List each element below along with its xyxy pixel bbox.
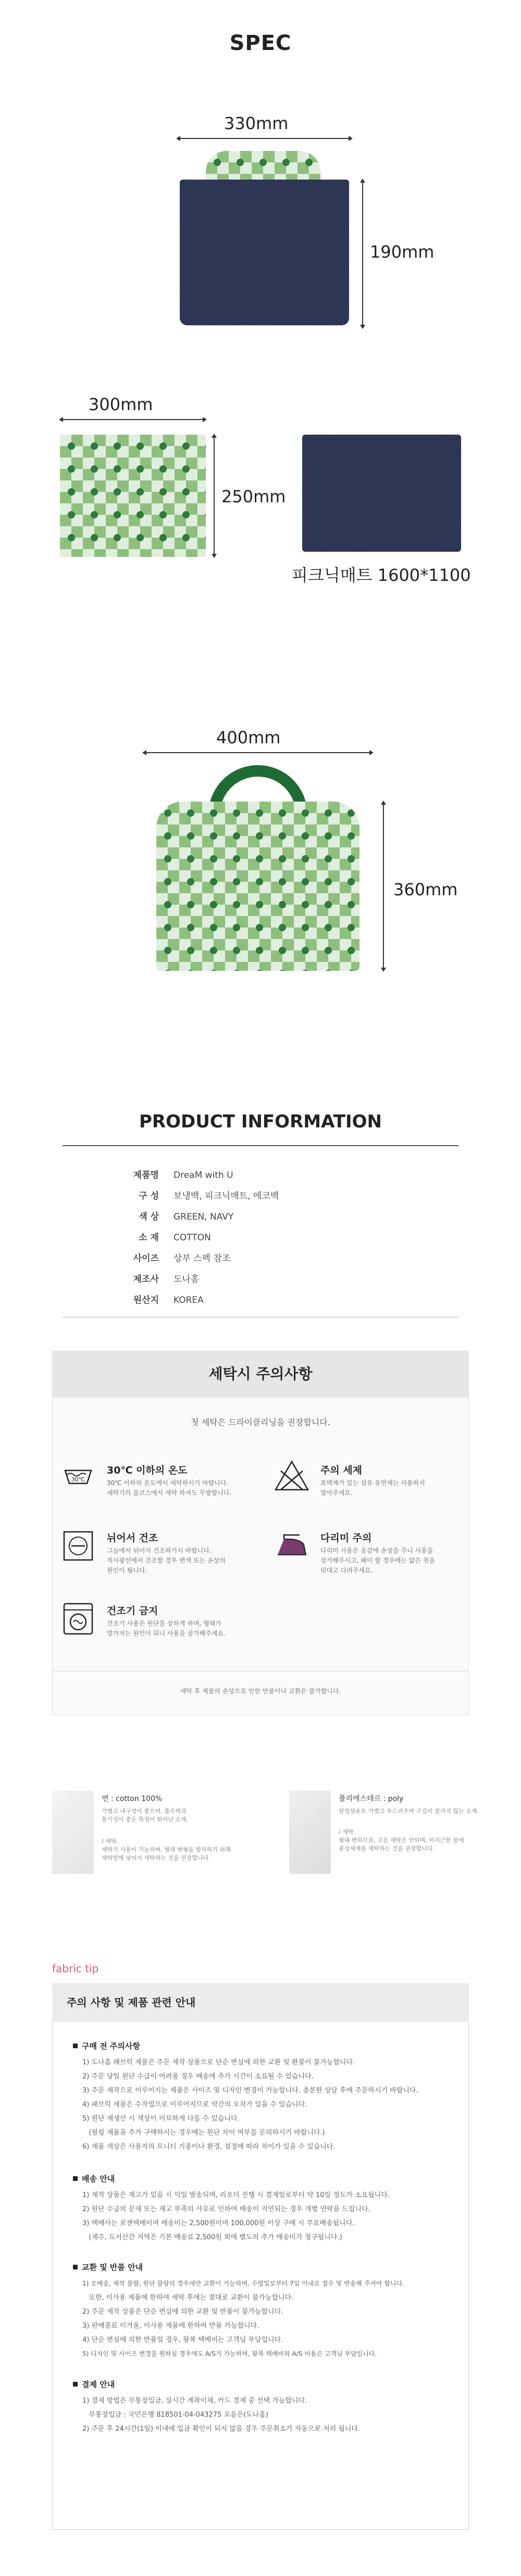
wash-item-body: 표백제가 있는 섬유 유연제는 사용하지 말아주세요.: [320, 1479, 425, 1496]
tips-title: 주의 사항 및 제품 관련 안내: [52, 1983, 469, 2022]
bullet-icon: [73, 2382, 78, 2387]
eco-height-label: 360mm: [393, 880, 458, 899]
wash-item-title: 다리미 주의: [320, 1532, 372, 1544]
wash-item-body: 다리미 사용은 옷감에 손상을 주니 사용을 삼가해주시고, 왜이 할 경우에는 얇은 천을 덧대고 다려주세요.: [320, 1547, 435, 1574]
pouch-width-arrow: [60, 419, 206, 420]
product-info-row: 소 재 COTTON: [139, 1233, 211, 1243]
product-info-row: 사이즈 상부 스펙 참조: [133, 1253, 231, 1264]
product-info-title: PRODUCT INFORMATION: [139, 1111, 382, 1132]
pouch-height-arrow: [214, 435, 215, 557]
tips-section-returns: 교환 및 반품 안내 1) 오배송, 제작 불량, 원단 불량의 경우에만 교환이 가능하며, 수령일로부터 7일 이내로 접수 및 반송해 주셔야 합니다. 또한, 이사용 제품에 한하여 세탁 후에는 절대로 교환이 불가능합니다. 2) 주문 제작 상품은 단순 변심에 의한 교환 및 반품이 불가능합니다. 3) 판매종료 이겨울, 이사용 제품에 한하여 반품 가능합니다. 4) 단순 변심에 의한 반품일 경우, 왕복 택배비는 고객님 부담입니다. 5) 디자인 및 사이즈 변경을 원하실 경우에도 A/S가 가능하며, 왕복 택배비와 A/S 비용은 고객님 부담입니다.: [73, 2262, 458, 2361]
wash-item-body: 그늘에서 뉘어서 건조하기시 바랍니다. 직사광선에서 건조할 경우 변색 또는 손상의 원인이 됩니다.: [107, 1547, 226, 1574]
cooler-bag-image: [180, 151, 349, 328]
polyester-wash: / 세탁. 형태 변하므로, 고온 세탁은 안되며, 미지근한 물에 중성세제를 세탁하는 것을 권장합니다.: [339, 1829, 464, 1852]
tip-line: 2) 주문 후 24시간(1일) 이내에 입금 확인이 되지 않을 경우 주문취소가 자동으로 처리 됩니다.: [82, 2425, 361, 2433]
no-bleach-icon: [274, 1457, 310, 1494]
wash-title: 세탁시 주의사항: [52, 1351, 469, 1398]
product-info-row: 제품명 DreaM with U: [133, 1170, 233, 1181]
eco-width-arrow: [143, 752, 373, 753]
product-info-row: 제조사 도나홈: [133, 1274, 200, 1285]
eco-height-arrow: [383, 802, 384, 971]
dry-flat-icon: [60, 1528, 96, 1564]
bag-width-label: 330mm: [224, 113, 289, 133]
svg-text:30℃: 30℃: [71, 1476, 85, 1483]
pouch-width-label: 300mm: [89, 395, 153, 414]
wash-subtitle: 첫 세탁은 드라이클리닝을 권장합니다.: [191, 1417, 330, 1427]
wash-footer: 세탁 후 제품의 손상으로 인한 반품이나 교환은 불가합니다.: [180, 1687, 341, 1695]
tips-section-delivery: 배송 안내 1) 제작 상품은 재고가 있을 시 익일 발송되며, 리오더 진행 시 결제일로부터 약 10일 정도가 소요됩니다. 2) 원단 수급의 문제 또는 재고 부족의 사유로 인하여 배송이 지연되는 경우 개별 연락을 드립니다. 3) 택배사는 로젠택배이며 배송비는 2,500원이며 100,000원 이상 구매 시 무료배송됩니다. (제주, 도서산간 지역은 기본 배송료 2,500원 외에 별도의 추가 배송비가 청구됩니다.): [73, 2173, 458, 2244]
tip-line: 5) 디자인 및 사이즈 변경을 원하실 경우에도 A/S가 가능하며, 왕복 택배비와 A/S 비용은 고객님 부담입니다.: [82, 2350, 377, 2357]
eco-bag-image: [146, 765, 370, 971]
wash-item-title: 뉘어서 건조: [107, 1532, 158, 1544]
picnic-mat-label: 피크닉매트 1600*1100: [292, 565, 471, 585]
tip-line: 5) 원단 재생산 시 색상이 미묘하게 다를 수 있습니다.: [82, 2115, 240, 2123]
wash-item-body: 건조기 사용은 원단을 상하게 하며, 형태가 망가지는 원인이 되니 사용을 삼가해주세요.: [107, 1620, 226, 1637]
wash-item-title: 건조기 금지: [107, 1605, 158, 1617]
pouch-image: [60, 435, 206, 557]
wash-item-title: 30℃ 이하의 온도: [107, 1465, 188, 1476]
cotton-label: 면 : cotton 100%: [102, 1795, 163, 1803]
tip-line: 3) 주문 제작으로 이루어지는 제품은 사이즈 및 디자인 변경이 가능합니다. 충분한 상담 후에 주문하시기 바랍니다.: [82, 2087, 418, 2095]
tip-line: 3) 판매종료 이겨울, 이사용 제품에 한하여 반품 가능합니다.: [82, 2322, 259, 2330]
tip-line: 2) 주문 당일 원단 수급이 어려울 경우 배송에 추가 시간이 소요될 수 있습니다.: [82, 2073, 314, 2080]
bullet-icon: [73, 2044, 78, 2048]
iron-caution-icon: [274, 1528, 310, 1564]
tip-line: 6) 제품 색상은 사용자의 모니터 기종이나 환경, 설정에 따라 차이가 있을 수 있습니다.: [82, 2143, 336, 2151]
tip-line: 1) 제작 상품은 재고가 있을 시 익일 발송되며, 리오더 진행 시 결제일로부터 약 10일 정도가 소요됩니다.: [82, 2191, 390, 2199]
tip-line: 무통장입금 : 국민은행 818501-04-043275 오음은(도나홈): [82, 2411, 268, 2419]
tips-section-purchase: 구매 전 주의사항 1) 도나홈 패브릭 제품은 주문 제작 상품으로 단순 변심에 의한 교환 및 환불이 불가능합니다. 2) 주문 당일 원단 수급이 어려울 경우 배송에 추가 시간이 소요될 수 있습니다. 3) 주문 제작으로 이루어지는 제품은 사이즈 및 디자인 변경이 가능합니다. 충분한 상담 후에 주문하시기 바랍니다. 4) 패브릭 제품은 수작업으로 이루어지므로 약간의 오차가 있을 수 있습니다. 5) 원단 재생산 시 색상이 미묘하게 다를 수 있습니다. (필링 제품을 추가 구매하시는 경우에는 원단 차이 여부를 문의하시기 바랍니다.) 6) 제품 색상은 사용자의 모니터 기종이나 환경, 설정에 따라 차이가 있을 수 있습니다.: [73, 2040, 458, 2154]
cotton-desc: 가볍고 내구성이 좋으며, 흡수력과 통기성이 좋은 특징이 뛰어난 소재.: [102, 1808, 189, 1823]
polyester-swatch: [289, 1791, 331, 1874]
spec-title: SPEC: [229, 31, 292, 55]
cotton-swatch: [52, 1791, 94, 1874]
polyester-desc: 탄성섬유로 가볍고 부드러우며 구김이 잘가지 않는 소재.: [339, 1808, 479, 1814]
bag-height-label: 190mm: [370, 242, 435, 262]
polyester-label: 폴리에스테르 : poly: [339, 1795, 404, 1803]
product-info-row: 색 상 GREEN, NAVY: [139, 1212, 234, 1222]
tip-line: (필링 제품을 추가 구매하시는 경우에는 원단 차이 여부를 문의하시기 바랍니다.): [82, 2129, 325, 2137]
pouch-height-label: 250mm: [221, 487, 286, 506]
eco-width-label: 400mm: [216, 728, 281, 747]
tip-line: (제주, 도서산간 지역은 기본 배송료 2,500원 외에 별도의 추가 배송비가 청구됩니다.): [82, 2234, 342, 2241]
tip-line: 4) 패브릭 제품은 수작업으로 이루어지므로 약간의 오차가 있을 수 있습니다.: [82, 2101, 307, 2109]
tip-line: 1) 도나홈 패브릭 제품은 주문 제작 상품으로 단순 변심에 의한 교환 및 환불이 불가능합니다.: [82, 2059, 355, 2066]
cotton-wash: / 세탁. 세탁기 사용이 가능하며, 형태 변형을 방지하기 위해 세탁망에 넣어서 세탁하는 것을 권장합니다.: [102, 1838, 231, 1861]
tip-line: 2) 주문 제작 상품은 단순 변심에 의한 교환 및 반품이 불가능합니다.: [82, 2308, 283, 2316]
tips-section-payment: 결제 안내 1) 결제 방법은 무통장입금, 실시간 계좌이체, 카드 결제 중 선택 가능합니다. 무통장입금 : 국민은행 818501-04-043275 오음은(도나홈) 2) 주문 후 24시간(1일) 이내에 입금 확인이 되지 않을 경우 주문취소가 자동으로 처리 됩니다.: [73, 2379, 458, 2436]
fabric-tip-label: fabric tip: [52, 1962, 99, 1975]
wash-item-body: 30℃ 이하의 온도에서 세탁하시기 바랍니다. 세탁기의 울코스에서 세탁 하셔도 무방합니다.: [107, 1479, 232, 1496]
no-dryer-icon: [60, 1601, 96, 1637]
tip-line: 3) 택배사는 로젠택배이며 배송비는 2,500원이며 100,000원 이상 구매 시 무료배송됩니다.: [82, 2219, 355, 2227]
picnic-mat-image: [302, 435, 461, 552]
tip-line: 4) 단순 변심에 의한 반품일 경우, 왕복 택배비는 고객님 부담입니다.: [82, 2336, 283, 2344]
water-temperature-icon: [60, 1457, 96, 1494]
product-info-divider-top: [63, 1145, 458, 1146]
tip-line: 1) 결제 방법은 무통장입금, 실시간 계좌이체, 카드 결제 중 선택 가능합니다.: [82, 2397, 307, 2405]
bag-height-arrow: [362, 180, 363, 328]
product-info-row: 구 성 보냉백, 피크닉매트, 에코백: [139, 1191, 279, 1201]
product-info-row: 원산지 KOREA: [133, 1295, 204, 1305]
bullet-icon: [73, 2176, 78, 2181]
bag-width-arrow: [177, 138, 352, 139]
bullet-icon: [73, 2265, 78, 2269]
tip-line: 또한, 이사용 제품에 한하여 세탁 후에는 절대로 교환이 불가능합니다.: [82, 2294, 294, 2302]
tip-line: 2) 원단 수급의 문제 또는 재고 부족의 사유로 인하여 배송이 지연되는 경우 개별 연락을 드립니다.: [82, 2205, 370, 2213]
wash-item-title: 주의 세제: [320, 1465, 363, 1476]
eco-bag-body: [156, 802, 359, 971]
cooler-bag-body: [180, 180, 349, 325]
tip-line: 1) 오배송, 제작 불량, 원단 불량의 경우에만 교환이 가능하며, 수령일로부터 7일 이내로 접수 및 반송해 주셔야 합니다.: [82, 2280, 404, 2287]
